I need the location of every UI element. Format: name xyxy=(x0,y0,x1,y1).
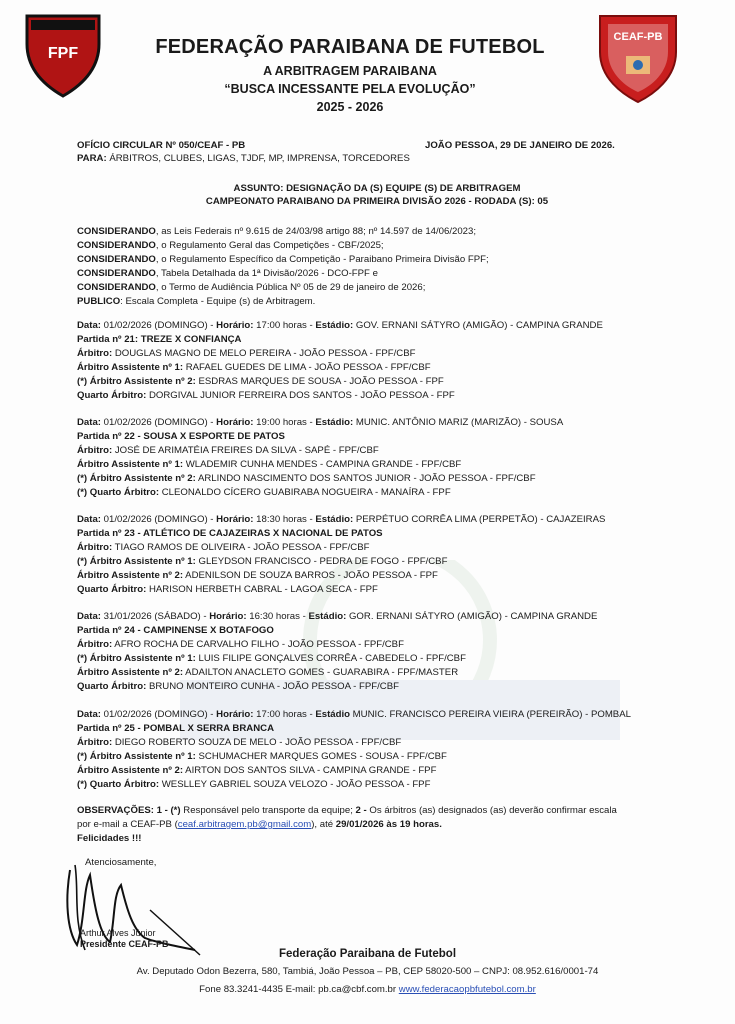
official-name: JOSÉ DE ARIMATÉIA FREIRES DA SILVA - SAPÉ - FPF/CBF xyxy=(112,445,379,456)
deadline: 29/01/2026 às 19 horas. xyxy=(335,819,442,830)
estadio-label: Estádio: xyxy=(315,417,354,428)
official-row xyxy=(77,556,447,568)
official-role: Árbitro Assistente nº 2: xyxy=(77,667,184,678)
data-label: Data: xyxy=(77,514,101,525)
considerando-label: CONSIDERANDO xyxy=(77,254,156,265)
publico-line xyxy=(77,296,315,308)
official-name: WESLLEY GABRIEL SOUZA VELOZO - JOÃO PESSOA - FPF xyxy=(159,779,431,790)
official-row xyxy=(77,362,431,374)
match-5-info xyxy=(77,709,631,721)
official-name: BRUNO MONTEIRO CUNHA - JOÃO PESSOA - FPF/CBF xyxy=(146,681,399,692)
match-stadium: GOV. ERNANI SÁTYRO (AMIGÃO) - CAMPINA GRANDE xyxy=(353,320,603,331)
match-date: 01/02/2026 (DOMINGO) - xyxy=(101,514,217,525)
observacoes-label-2: 2 - xyxy=(355,805,367,816)
observacoes-label: OBSERVAÇÕES: 1 - (*) xyxy=(77,805,181,816)
horario-label: Horário: xyxy=(216,320,254,331)
match-time: 17:00 horas - xyxy=(253,320,316,331)
considerando-4 xyxy=(77,268,378,280)
official-role: Quarto Árbitro: xyxy=(77,390,147,401)
considerando-label: CONSIDERANDO xyxy=(77,268,156,279)
match-date: 01/02/2026 (DOMINGO) - xyxy=(101,417,217,428)
header-season: 2025 - 2026 xyxy=(316,100,384,114)
signer-name: Arthur Alves Júnior xyxy=(80,928,156,938)
official-role: Árbitro: xyxy=(77,737,113,748)
official-row xyxy=(77,779,430,791)
official-name: WLADEMIR CUNHA MENDES - CAMPINA GRANDE - FPF/CBF xyxy=(183,459,462,470)
signer-role: Presidente CEAF-PB xyxy=(80,939,169,949)
assunto-line-2: CAMPEONATO PARAIBANO DA PRIMEIRA DIVISÃO 2026 - RODADA (S): 05 xyxy=(205,196,549,207)
header-subtitle-2: “BUSCA INCESSANTE PELA EVOLUÇÃO” xyxy=(224,82,476,96)
data-label: Data: xyxy=(77,417,101,428)
official-role: (*) Árbitro Assistente nº 1: xyxy=(77,653,196,664)
official-role: (*) Quarto Árbitro: xyxy=(77,779,160,790)
official-name: TIAGO RAMOS DE OLIVEIRA - JOÃO PESSOA - FPF/CBF xyxy=(112,542,370,553)
official-row xyxy=(77,542,369,554)
match-stadium: GOR. ERNANI SÁTYRO (AMIGÃO) - CAMPINA GRANDE xyxy=(346,611,598,622)
match-date: 01/02/2026 (DOMINGO) - xyxy=(101,709,217,720)
considerando-text: , o Regulamento Específico da Competição - Paraibano Primeira Divisão FPF; xyxy=(155,254,489,265)
considerando-5 xyxy=(77,282,425,294)
official-role: (*) Árbitro Assistente nº 1: xyxy=(77,556,196,567)
match-date: 31/01/2026 (SÁBADO) - xyxy=(101,611,210,622)
considerando-text: , Tabela Detalhada da 1ª Divisão/2026 - DCO-FPF e xyxy=(155,268,378,279)
official-role: (*) Quarto Árbitro: xyxy=(77,487,160,498)
official-name: ADAILTON ANACLETO GOMES - GUARABIRA - FPF/MASTER xyxy=(183,667,459,678)
publico-text: : Escala Completa - Equipe (s) de Arbitragem. xyxy=(120,296,316,307)
considerando-label: CONSIDERANDO xyxy=(77,282,156,293)
official-row xyxy=(77,751,447,763)
official-name: DORGIVAL JUNIOR FERREIRA DOS SANTOS - JOÃO PESSOA - FPF xyxy=(146,390,455,401)
match-2-info xyxy=(77,417,563,429)
match-stadium: MUNIC. FRANCISCO PEREIRA VIEIRA (PEREIRÃO) - POMBAL xyxy=(350,709,631,720)
fpf-logo xyxy=(25,14,101,98)
official-role: (*) Árbitro Assistente nº 1: xyxy=(77,751,196,762)
official-role: Árbitro: xyxy=(77,445,113,456)
considerando-2 xyxy=(77,240,384,252)
considerando-text: , o Regulamento Geral das Competições - CBF/2025; xyxy=(155,240,384,251)
official-row xyxy=(77,473,536,485)
official-name: LUIS FILIPE GONÇALVES CORRÊA - CABEDELO - FPF/CBF xyxy=(195,653,466,664)
official-row xyxy=(77,445,379,457)
official-row xyxy=(77,348,416,360)
official-role: (*) Árbitro Assistente nº 2: xyxy=(77,473,196,484)
footer-website-link[interactable]: www.federacaopbfutebol.com.br xyxy=(398,984,536,995)
horario-label: Horário: xyxy=(209,611,247,622)
official-row xyxy=(77,653,466,665)
match-4-partida: Partida nº 24 - CAMPINENSE X BOTAFOGO xyxy=(77,625,274,636)
official-row xyxy=(77,584,378,596)
match-1-info xyxy=(77,320,603,332)
match-time: 16:30 horas - xyxy=(246,611,309,622)
official-name: AIRTON DOS SANTOS SILVA - CAMPINA GRANDE - FPF xyxy=(183,765,437,776)
official-name: AFRO ROCHA DE CARVALHO FILHO - JOÃO PESSOA - FPF/CBF xyxy=(112,639,404,650)
observacoes-line-2 xyxy=(77,819,442,831)
match-date: 01/02/2026 (DOMINGO) - xyxy=(101,320,217,331)
data-label: Data: xyxy=(77,320,101,331)
official-row xyxy=(77,765,436,777)
match-4-info xyxy=(77,611,597,623)
observacoes-text-3: por e-mail a CEAF-PB ( xyxy=(77,819,178,830)
official-role: Árbitro: xyxy=(77,348,113,359)
official-name: DIEGO ROBERTO SOUZA DE MELO - JOÃO PESSOA - FPF/CBF xyxy=(112,737,402,748)
official-name: ADENILSON DE SOUZA BARROS - JOÃO PESSOA - FPF xyxy=(183,570,438,581)
official-name: ARLINDO NASCIMENTO DOS SANTOS JUNIOR - JOÃO PESSOA - FPF/CBF xyxy=(195,473,536,484)
horario-label: Horário: xyxy=(216,417,254,428)
official-role: Árbitro: xyxy=(77,639,113,650)
official-row xyxy=(77,737,401,749)
official-name: HARISON HERBETH CABRAL - LAGOA SECA - FPF xyxy=(146,584,378,595)
observacoes-line-1 xyxy=(77,805,617,817)
match-time: 18:30 horas - xyxy=(253,514,316,525)
official-row xyxy=(77,390,455,402)
official-role: Árbitro Assistente nº 2: xyxy=(77,765,184,776)
match-3-info xyxy=(77,514,605,526)
match-time: 19:00 horas - xyxy=(253,417,316,428)
official-name: ESDRAS MARQUES DE SOUSA - JOÃO PESSOA - FPF xyxy=(195,376,444,387)
official-row xyxy=(77,570,438,582)
data-label: Data: xyxy=(77,709,101,720)
match-1-partida: Partida nº 21: TREZE X CONFIANÇA xyxy=(77,334,242,345)
considerando-1 xyxy=(77,226,476,238)
oficio-para xyxy=(77,153,410,165)
greeting: Atenciosamente, xyxy=(85,857,157,868)
data-label: Data: xyxy=(77,611,101,622)
estadio-label: Estádio: xyxy=(308,611,347,622)
oficio-number: OFÍCIO CIRCULAR Nº 050/CEAF - PB xyxy=(77,140,246,151)
match-stadium: PERPÉTUO CORRÊA LIMA (PERPETÃO) - CAJAZEIRAS xyxy=(353,514,606,525)
observacoes-text-1: Responsável pelo transporte da equipe; xyxy=(180,805,356,816)
ceaf-logo-text: CEAF-PB xyxy=(613,31,663,43)
official-role: Árbitro Assistente nº 1: xyxy=(77,459,184,470)
official-role: Quarto Árbitro: xyxy=(77,584,147,595)
para-value: ÁRBITROS, CLUBES, LIGAS, TJDF, MP, IMPRENSA, TORCEDORES xyxy=(109,153,410,164)
official-role: Árbitro: xyxy=(77,542,113,553)
federation-title: FEDERAÇÃO PARAIBANA DE FUTEBOL xyxy=(155,36,545,58)
official-role: Quarto Árbitro: xyxy=(77,681,147,692)
horario-label: Horário: xyxy=(216,709,254,720)
official-row xyxy=(77,639,404,651)
publico-label: PUBLICO xyxy=(77,296,121,307)
observacoes-text-4: ), até xyxy=(311,819,336,830)
official-row xyxy=(77,459,461,471)
assunto-line-1: ASSUNTO: DESIGNAÇÃO DA (S) EQUIPE (S) DE ARBITRAGEM xyxy=(233,183,521,194)
considerando-3 xyxy=(77,254,489,266)
footer-contact-line xyxy=(0,984,735,995)
estadio-label: Estádio: xyxy=(315,514,354,525)
footer-org: Federação Paraibana de Futebol xyxy=(278,948,457,960)
ceaf-logo xyxy=(596,12,680,104)
footer-address: Av. Deputado Odon Bezerra, 580, Tambiá, João Pessoa – PB, CEP 58020-500 – CNPJ: 08.952.616/0001-74 xyxy=(136,966,599,977)
official-name: DOUGLAS MAGNO DE MELO PEREIRA - JOÃO PESSOA - FPF/CBF xyxy=(112,348,416,359)
fpf-logo-text: FPF xyxy=(47,45,79,62)
observacoes-text-2: Os árbitros (as) designados (as) deverão confirmar escala xyxy=(366,805,617,816)
match-stadium: MUNIC. ANTÔNIO MARIZ (MARIZÃO) - SOUSA xyxy=(353,417,564,428)
email-link[interactable]: ceaf.arbitragem.pb@gmail.com xyxy=(177,819,312,830)
considerando-label: CONSIDERANDO xyxy=(77,240,156,251)
official-row xyxy=(77,376,444,388)
horario-label: Horário: xyxy=(216,514,254,525)
official-name: CLEONALDO CÍCERO GUABIRABA NOGUEIRA - MANAÍRA - FPF xyxy=(159,487,451,498)
official-name: RAFAEL GUEDES DE LIMA - JOÃO PESSOA - FPF/CBF xyxy=(183,362,431,373)
official-name: SCHUMACHER MARQUES GOMES - SOUSA - FPF/CBF xyxy=(195,751,447,762)
oficio-date: JOÃO PESSOA, 29 DE JANEIRO DE 2026. xyxy=(425,140,615,151)
official-name: GLEYDSON FRANCISCO - PEDRA DE FOGO - FPF/CBF xyxy=(195,556,448,567)
considerando-text: , as Leis Federais nº 9.615 de 24/03/98 artigo 88; nº 14.597 de 14/06/2023; xyxy=(155,226,476,237)
estadio-label: Estádio xyxy=(315,709,351,720)
official-role: Árbitro Assistente nº 1: xyxy=(77,362,184,373)
match-5-partida: Partida nº 25 - POMBAL X SERRA BRANCA xyxy=(77,723,275,734)
para-label: PARA: xyxy=(77,153,107,164)
official-row xyxy=(77,667,458,679)
footer-contact: Fone 83.3241-4435 E-mail: pb.ca@cbf.com.br xyxy=(199,984,397,995)
official-role: Árbitro Assistente nº 2: xyxy=(77,570,184,581)
match-3-partida: Partida nº 23 - ATLÉTICO DE CAJAZEIRAS X NACIONAL DE PATOS xyxy=(77,528,383,539)
felicidades: Felicidades !!! xyxy=(77,833,142,844)
official-row xyxy=(77,681,399,693)
match-2-partida: Partida nº 22 - SOUSA X ESPORTE DE PATOS xyxy=(77,431,285,442)
considerando-label: CONSIDERANDO xyxy=(77,226,156,237)
official-role: (*) Árbitro Assistente nº 2: xyxy=(77,376,196,387)
match-time: 17:00 horas - xyxy=(253,709,316,720)
estadio-label: Estádio: xyxy=(315,320,354,331)
official-row xyxy=(77,487,451,499)
considerando-text: , o Termo de Audiência Pública Nº 05 de 29 de janeiro de 2026; xyxy=(155,282,426,293)
header-subtitle-1: A ARBITRAGEM PARAIBANA xyxy=(263,64,437,78)
